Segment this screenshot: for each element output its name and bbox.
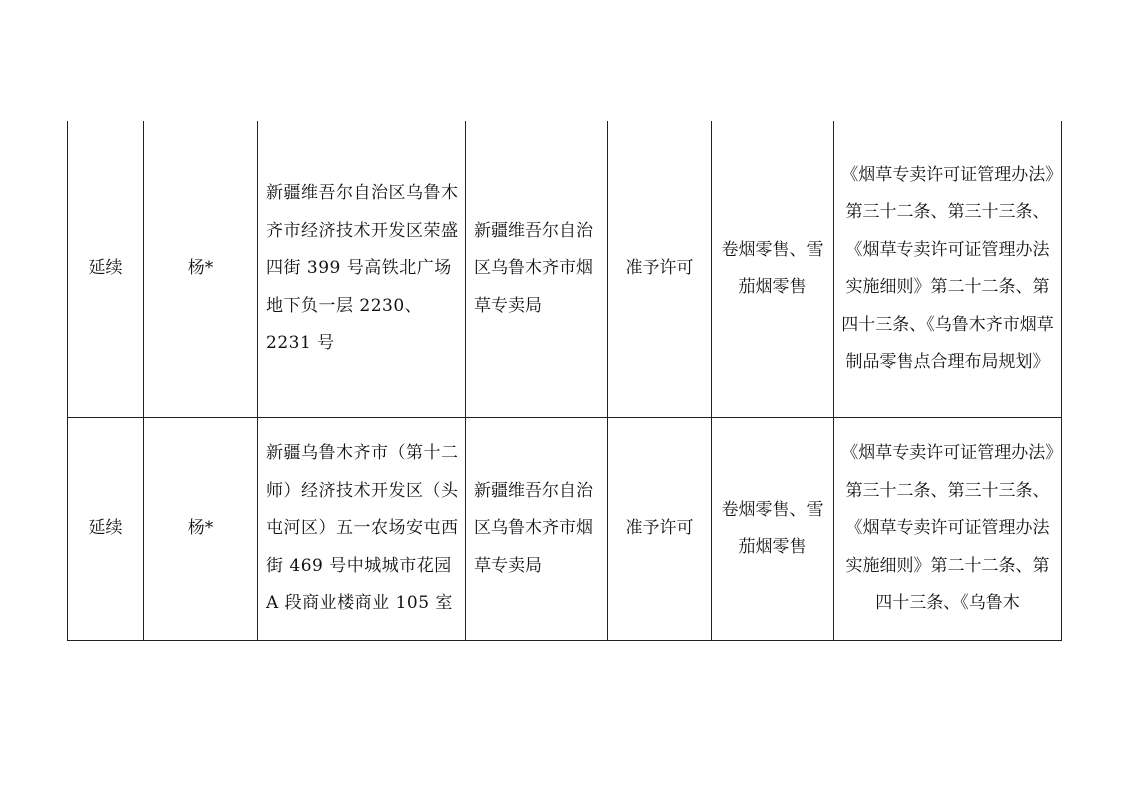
legal-basis-cell: 《烟草专卖许可证管理办法》第三十二条、第三十三条、《烟草专卖许可证管理办法实施细则》第二十二条、第四十三条、《乌鲁木 <box>834 418 1062 641</box>
authority-cell: 新疆维吾尔自治区乌鲁木齐市烟草专卖局 <box>466 121 608 418</box>
table-row <box>68 121 1062 418</box>
decision-cell: 准予许可 <box>608 418 712 641</box>
table-row <box>68 418 1062 641</box>
business-scope-cell: 卷烟零售、雪茄烟零售 <box>712 418 834 641</box>
legal-basis-cell: 《烟草专卖许可证管理办法》第三十二条、第三十三条、《烟草专卖许可证管理办法实施细则》第二十二条、第四十三条、《乌鲁木齐市烟草制品零售点合理布局规划》 <box>834 121 1062 418</box>
address-cell: 新疆乌鲁木齐市（第十二师）经济技术开发区（头屯河区）五一农场安屯西街 469 号中城城市花园 A 段商业楼商业 105 室 <box>258 418 466 641</box>
authority-cell: 新疆维吾尔自治区乌鲁木齐市烟草专卖局 <box>466 418 608 641</box>
permit-type-cell: 延续 <box>68 418 144 641</box>
address-cell: 新疆维吾尔自治区乌鲁木齐市经济技术开发区荣盛四街 399 号高铁北广场地下负一层 2230、2231 号 <box>258 121 466 418</box>
permit-type-cell: 延续 <box>68 121 144 418</box>
applicant-name-cell: 杨* <box>144 121 258 418</box>
permit-table <box>67 121 1062 641</box>
decision-cell: 准予许可 <box>608 121 712 418</box>
business-scope-cell: 卷烟零售、雪茄烟零售 <box>712 121 834 418</box>
applicant-name-cell: 杨* <box>144 418 258 641</box>
